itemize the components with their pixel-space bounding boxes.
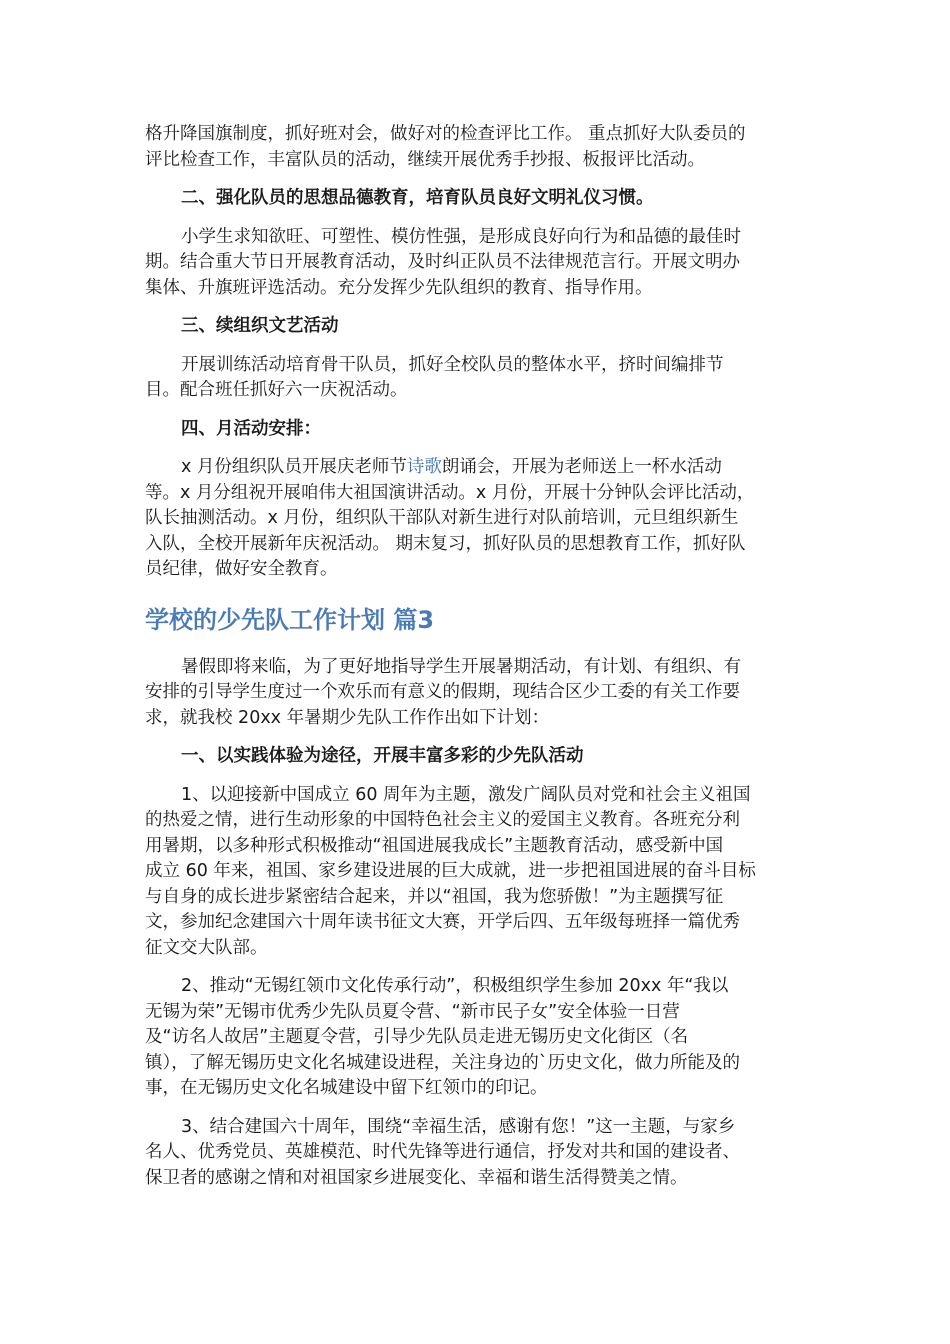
text-line: 2、推动“无锡红领巾文化传承行动”，积极组织学生参加 20xx 年“我以 <box>181 976 729 996</box>
text-line: 集体、升旗班评选活动。充分发挥少先队组织的教育、指导作用。 <box>145 277 653 298</box>
text-line: 保卫者的感谢之情和对祖国家乡进展变化、幸福和谐生活得赞美之情。 <box>145 1167 688 1188</box>
text-line: 镇），了解无锡历史文化名城建设进程，关注身边的`历史文化，做力所能及的 <box>145 1052 740 1073</box>
text-line: 征文交大队部。 <box>145 937 268 958</box>
heading-section-3: 三、续组织文艺活动 <box>181 316 339 336</box>
text-line: 员纪律，做好安全教育。 <box>145 559 338 579</box>
text-line: 开展训练活动培育骨干队员，抓好全校队员的整体水平，挤时间编排节 <box>181 354 724 375</box>
text-line: 等。x 月分组祝开展咱伟大祖国演讲活动。x 月份，开展十分钟队会评比活动， <box>145 482 755 503</box>
text-span: 朗诵会，开展为老师送上一杯水活动 <box>441 457 722 477</box>
text-line: 无锡为荣”无锡市优秀少先队员夏令营、“新市民子女”安全体验一日营 <box>145 1001 680 1022</box>
paragraph-section-2 <box>145 225 807 302</box>
paragraph-item-1 <box>145 783 807 962</box>
text-line: 评比检查工作，丰富队员的活动，继续开展优秀手抄报、板报评比活动。 <box>145 149 705 170</box>
text-line: 用暑期，以多种形式积极推动“祖国进展我成长”主题教育活动，感受新中国 <box>145 835 724 856</box>
text-line: 及“访名人故居”主题夏令营，引导少先队员走进无锡历史文化街区（名 <box>145 1027 689 1047</box>
paragraph-item-2 <box>145 974 807 1102</box>
paragraph-section-4 <box>145 455 807 583</box>
paragraph-intro <box>145 655 807 732</box>
paragraph-top <box>145 122 807 173</box>
text-line: 暑假即将来临，为了更好地指导学生开展暑期活动，有计划、有组织、有 <box>181 656 741 677</box>
paragraph-section-3 <box>145 353 807 404</box>
heading-practice: 一、以实践体验为途径，开展丰富多彩的少先队活动 <box>181 746 584 766</box>
text-line: 求，就我校 20xx 年暑期少先队工作作出如下计划： <box>145 707 550 728</box>
heading-section-4: 四、月活动安排： <box>181 418 321 439</box>
text-span: x 月份组织队员开展庆老师节 <box>181 457 407 477</box>
text-line <box>145 455 807 481</box>
text-line: 文，参加纪念建国六十周年读书征文大赛，开学后四、五年级每班择一篇优秀 <box>145 912 740 932</box>
text-line: 队长抽测活动。x 月份，组织队干部队对新生进行对队前培训，元旦组织新生 <box>145 508 739 528</box>
section-title: 学校的少先队工作计划 篇3 <box>145 605 435 634</box>
text-line: 3、结合建国六十周年，围绕“幸福生活，感谢有您！”这一主题，与家乡 <box>181 1116 736 1137</box>
text-line: 与自身的成长进步紧密结合起来，并以“祖国，我为您骄傲！”为主题撰写征 <box>145 886 724 907</box>
text-line: 格升降国旗制度，抓好班对会，做好对的检查评比工作。 重点抓好大队委员的 <box>145 124 746 144</box>
text-line: 目。配合班任抓好六一庆祝活动。 <box>145 380 408 400</box>
text-line: 1、以迎接新中国成立 60 周年为主题，激发广阔队员对党和社会主义祖国 <box>181 784 751 805</box>
poetry-link[interactable]: 诗歌 <box>406 457 442 477</box>
text-line: 入队，全校开展新年庆祝活动。 期末复习，抓好队员的思想教育工作，抓好队 <box>145 533 746 554</box>
text-line: 成立 60 年来，祖国、家乡建设进展的巨大成就，进一步把祖国进展的奋斗目标 <box>145 861 756 881</box>
document-page <box>145 122 807 1204</box>
text-line: 小学生求知欲旺、可塑性、模仿性强，是形成良好向行为和品德的最佳时 <box>181 226 741 247</box>
text-line: 事，在无锡历史文化名城建设中留下红领巾的印记。 <box>145 1078 548 1098</box>
text-line: 的热爱之情，进行生动形象的中国特色社会主义的爱国主义教育。各班充分利 <box>145 810 740 830</box>
text-line: 期。结合重大节日开展教育活动，及时纠正队员不法律规范言行。开展文明办 <box>145 252 740 272</box>
paragraph-item-3 <box>145 1115 807 1192</box>
text-line: 名人、优秀党员、英雄模范、时代先锋等进行通信，抒发对共和国的建设者、 <box>145 1142 740 1162</box>
text-line: 安排的引导学生度过一个欢乐而有意义的假期，现结合区少工委的有关工作要 <box>145 682 740 702</box>
heading-section-2: 二、强化队员的思想品德教育，培育队员良好文明礼仪习惯。 <box>181 188 654 208</box>
